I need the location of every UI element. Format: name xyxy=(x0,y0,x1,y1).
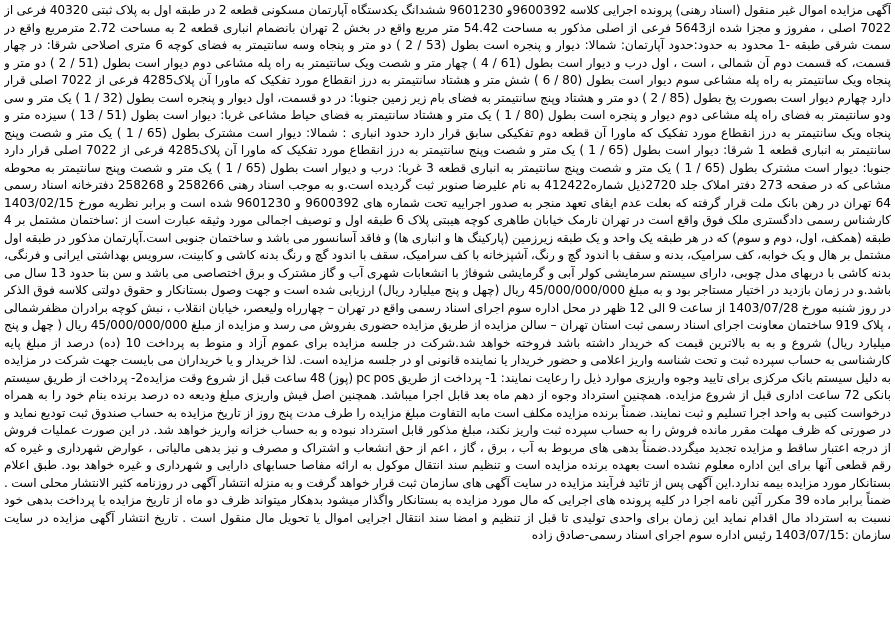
auction-notice-text: آگهی مزایده اموال غیر منقول (اسناد رهنی) پرونده اجرایی کلاسه 9600392و 9601230 ششدانگ یکدستگاه آپارتمان مسکونی قطعه 2 در طبقه اول به پلاک ثبتی 40320 فرعی از 7022 اصلی ، مفروز و مجزا شده از5643 فرعی از اصلی مذکور به مساحت 54.42 متر مربع واقع در بخش 2 تهران بانضمام انباری قطعه 2 به مساحت 2.72 مترمربع واقع در سمت شرقی طبقه -1 محدود به حدود:حدود آپارتمان: شمالا: دیوار و پنجره است بطول (53 / 2 ) دو متر و پنجاه وسه سانتیمتر به فضای کوچه 6 متری اصلاحی شرقا: در چهار قسمت، که قسمت دوم آن شمالی ، است ، اول درب و دیوار است بطول (61 / 4 ) چهار متر و شصت ویک سانتیمتر به راه پله مشاعی دوم دیوار است بطول (51 / 2 ) دو متر و پنجاه ویک سانتیمتر به راه پله مشاعی سوم دیوار است بطول (80 / 6 ) شش متر و هشتاد سانتیمتر به درز انقطاع مورد تفکیک که ماورا آن پلاک4285 فرعی از 7022 اصلی قرار دارد چهارم دیوار است بصورت پخ بطول (85 / 2 ) دو متر و هشتاد وپنج سانتیمتر به فضای بام زیر زمین جنوبا: در دو قسمت، اول دیوار و پنجره است بطول (32 / 1 ) یک متر و سی ودو سانتیمتر به فضای راه پله مشاعی دوم دیوار و پنجره است بطول (80 / 1 ) یک متر و هشتاد سانتیمتر به فضای حیاط مشاعی غربا: دیوار است بطول (51 / 13 ) سیزده متر و پنجاه ویک سانتیمتر به درز انقطاع مورد تفکیک که ماورا آن قطعه دوم تفکیکی سابق قرار دارد حدود انباری : شمالا: دیوار است مشترک بطول (65 / 1 ) یک متر و شصت وپنج سانتیمتر به انباری قطعه 1 شرقا: دیوار است بطول (65 / 1 ) یک متر و شصت وپنج سانتیمتر به درز انقطاع مورد تفکیک که ماورا آن پلاک4285 فرعی از 7022 اصلی قرار دارد جنوبا: دیوار است مشترک بطول (65 / 1 ) یک متر و شصت وپنج سانتیمتر به انباری قطعه 3 غربا: درب و دیوار است بطول (65 / 1 ) یک متر و شصت وپنج سانتیمتر به محوطه مشاعی که در صفحه 273 دفتر املاک جلد 2720ذیل شماره412422 به نام علیرضا صنوبر ثبت گردیده است.و به موجب اسناد رهنی 258266 و 258268 دفترخانه اسناد رسمی 64 تهران در رهن بانک ملت قرار گرفته که بعلت عدم ایفای تعهد منجر به صدور اجراییه تحت شماره های 9600392 و 9601230 شده است و برابر نظریه مورخ 1403/02/15 کارشناس رسمی دادگستری ملک فوق واقع است در تهران نارمک خیابان طاهری کوچه هیبتی پلاک 6 طبقه اول و توصیف اجمالی مورد وثیقه عبارت است از :ساختمان مشتمل بر 4 طبقه (همکف، اول، دوم و سوم) که در هر طبقه یک واحد و یک طبقه زیرزمین (پارکینگ ها و انباری ها) و فاقد آسانسور می باشد و ساختمان جنوبی است.آپارتمان مذکور در طبقه اول مشتمل بر هال و یک خوابه، کف سرامیک، بدنه و سقف با اندود گچ و رنگ، آشپزخانه با کف سرامیک، سقف با اندود گچ و رنگ بدنه کاشی و کابینت، سرویس بهداشتی ایرانی و فرنگی، بدنه کاشی با دربهای مدل چوبی، دارای سیستم سرمایشی کولر آبی و گرمایشی شوفاژ با انشعابات شهری آب و گاز مشترک و برق اختصاصی می باشد و سن بنا حدود 13 سال می باشد.و در زمان بازدید در اختیار مستاجر بود و به مبلغ 45/000/000/000 ریال (چهل و پنج میلیارد ریال) ارزیابی شده است و جهت وصول بستانکار و حقوق دولتی کلاسه فوق الذکر در روز شنبه مورخ 1403/07/28 از ساعت 9 الی 12 ظهر در محل اداره سوم اجرای اسناد رسمی واقع در تهران – چهارراه ولیعصر، خیابان انقلاب ، نبش کوچه برادران مظفرشمالی ، پلاک 919 ساختمان معاونت اجرای اسناد رسمی ثبت استان تهران – سالن مزایده از طریق مزایده حضوری بفروش می رسد و مزایده از مبلغ 45/000/000/000 ریال ( چهل و پنج میلیارد ریال) شروع و به به بالاترین قیمت که خریدار داشته باشد فروخته خواهد شد.شرکت در جلسه مزایده برای عموم آزاد و منوط به پرداخت 10 (ده) درصد از مبلغ پایه کارشناسی به حساب سپرده ثبت و تحت شناسه واریز اعلامی و حضور خریدار یا نماینده قانونی او در جلسه مزایده است. لذا خریدار و یا خریداران می بایست جهت شرکت در مزایده به دلیل سیستم بانک مرکزی برای تایید وجوه واریزی موارد ذیل را رعایت نمایند: 1- پرداخت از طریق pc pos (پوز) 48 ساعت قبل از شروع وقت مزایده2- پرداخت از طریق سیستم بانکی 72 ساعت اداری قبل از شروع مزایده. همچنین استرداد وجوه از دهم ماه بعد قابل اجرا میباشد. همچنین اصل فیش واریزی مبلغ ودیعه ده درصد برنده بنام خود را به همراه درخواست کتبی به واحد اجرا تسلیم و ثبت نمایند. ضمناً برنده مزایده مکلف است مابه التفاوت مبلغ مزایده را طرف مدت پنج روز از تاریخ مزایده به حساب صندوق ثبت تودیع نماید و در صورتی که ظرف مهلت مقرر مانده فروش را به حساب سپرده ثبت واریز نکند، مبلغ مذکور قابل استرداد نبوده و به حساب خزانه واریز خواهد شد. در این صورت عملیات فروش از درجه اعتبار ساقط و مزایده تجدید میگردد.ضمناً بدهی های مربوط به آب ، برق ، گاز ، اعم از حق انشعاب و اشتراک و مصرف و نیز بدهی مالیاتی ، عوارض شهرداری و غیره که رقم قطعی آنها برای این اداره معلوم نشده است بعهده برنده مزایده است و تنظیم سند انتقال موکول به ارائه مفاصا حسابهای دارایی و شهرداری و غیره خواهد بود. طبق اعلام بستانکار مورد مزایده بیمه ندارد.این آگهی پس از تائید فرآیند مزایده در سایت آگهی های سازمان ثبت قرار خواهد گرفت و به منزله انتشار آگهی در روزنامه کثیر الانتشار محلی است . ضمناً برابر ماده 39 مکرر آئین نامه اجرا در کلیه پرونده های اجرایی که مال مورد مزایده به بستانکار واگذار میشود بدهکار میتواند ظرف دو ماه از تاریخ مزایده با پرداخت بدهی خود نسبت به استرداد مال اقدام نماید این زمان برای واحدی تولیدی تا قبل از تنظیم و امضا سند انتقال اجرایی اموال یا تحویل مال منقول است . تاریخ انتشار آگهی مزایده در سایت سازمان :1403/07/15 رئیس اداره سوم اجرای اسناد رسمی-صادق زاده xyxy=(4,3,891,542)
auction-notice xyxy=(4,2,891,629)
